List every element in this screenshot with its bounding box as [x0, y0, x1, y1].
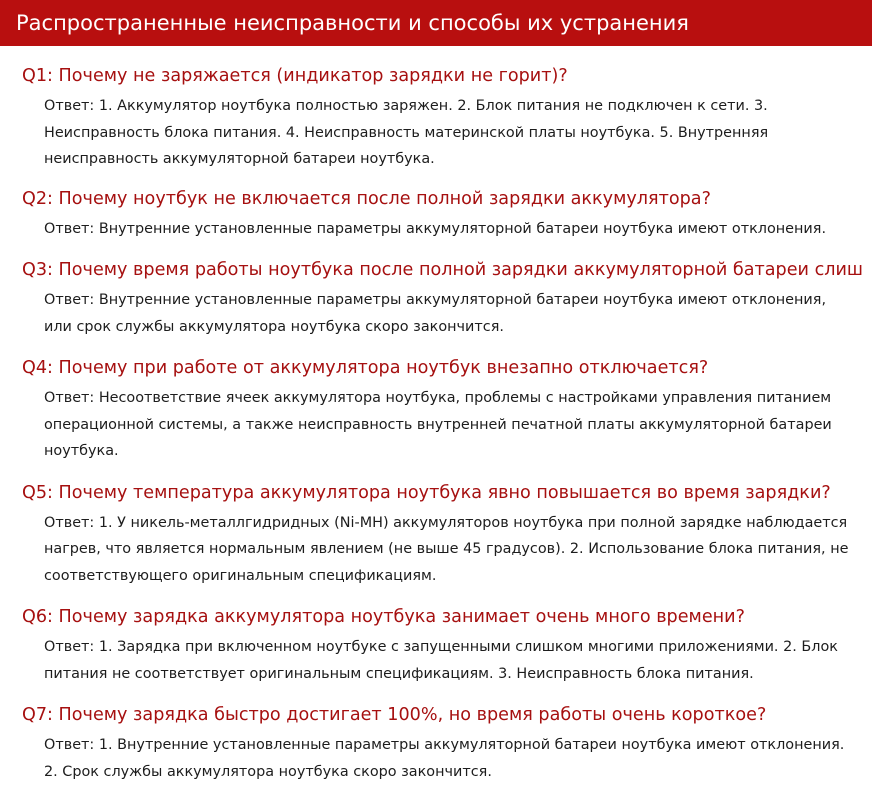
faq-question: Q7: Почему зарядка быстро достигает 100%, но время работы очень короткое? — [22, 705, 767, 725]
faq-item — [0, 356, 872, 465]
faq-answer: Ответ: 1. Аккумулятор ноутбука полностью заряжен. 2. Блок питания не подключен к сети. 3. Неисправность блока питания. 4. Неисправность материнской платы ноутбука. 5. Внутренняя неисправность аккумуляторной батареи ноутбука. — [44, 98, 769, 167]
page-title: Распространенные неисправности и способы их устранения — [16, 11, 689, 35]
faq-answer: Ответ: Внутренние установленные параметры аккумуляторной батареи ноутбука имеют отклонения, или срок службы аккумулятора ноутбука скоро закончится. — [44, 292, 827, 335]
faq-question: Q5: Почему температура аккумулятора ноутбука явно повышается во время зарядки? — [22, 482, 831, 503]
faq-question: Q1: Почему не заряжается (индикатор зарядки не горит)? — [22, 66, 568, 86]
faq-question: Q6: Почему зарядка аккумулятора ноутбука занимает очень много времени? — [22, 607, 745, 627]
faq-answer: Ответ: Несоответствие ячеек аккумулятора ноутбука, проблемы с настройками управления питанием операционной системы, а также неисправность внутренней печатной платы аккумуляторной батареи ноутбука. — [44, 390, 832, 459]
faq-question: Q2: Почему ноутбук не включается после полной зарядки аккумулятора? — [22, 188, 711, 209]
faq-answer: Ответ: Внутренние установленные параметры аккумуляторной батареи ноутбука имеют отклонения. — [44, 220, 827, 237]
faq-item — [0, 703, 872, 785]
faq-question: Q4: Почему при работе от аккумулятора ноутбук внезапно отключается? — [22, 358, 709, 378]
faq-answer: Ответ: 1. У никель-металлгидридных (Ni-MH) аккумуляторов ноутбука при полной зарядке наблюдается нагрев, что является нормальным явлением (не выше 45 градусов). 2. Использование блока питания, не соответствующего оригинальным спецификациям. — [44, 514, 849, 584]
header-banner — [0, 0, 872, 46]
faq-answer: Ответ: 1. Зарядка при включенном ноутбуке с запущенными слишком многими приложениями. 2. Блок питания не соответствует оригинальным спецификациям. 3. Неисправность блока питания. — [44, 639, 838, 682]
faq-item — [0, 481, 872, 590]
faq-list — [0, 46, 872, 785]
faq-item — [0, 64, 872, 173]
faq-question: Q3: Почему время работы ноутбука после полной зарядки аккумуляторной батареи слиш — [22, 260, 864, 280]
faq-item — [0, 258, 872, 340]
faq-item — [0, 605, 872, 687]
faq-answer: Ответ: 1. Внутренние установленные параметры аккумуляторной батареи ноутбука имеют отклонения. 2. Срок службы аккумулятора ноутбука скоро закончится. — [44, 737, 845, 780]
faq-item — [0, 187, 872, 243]
